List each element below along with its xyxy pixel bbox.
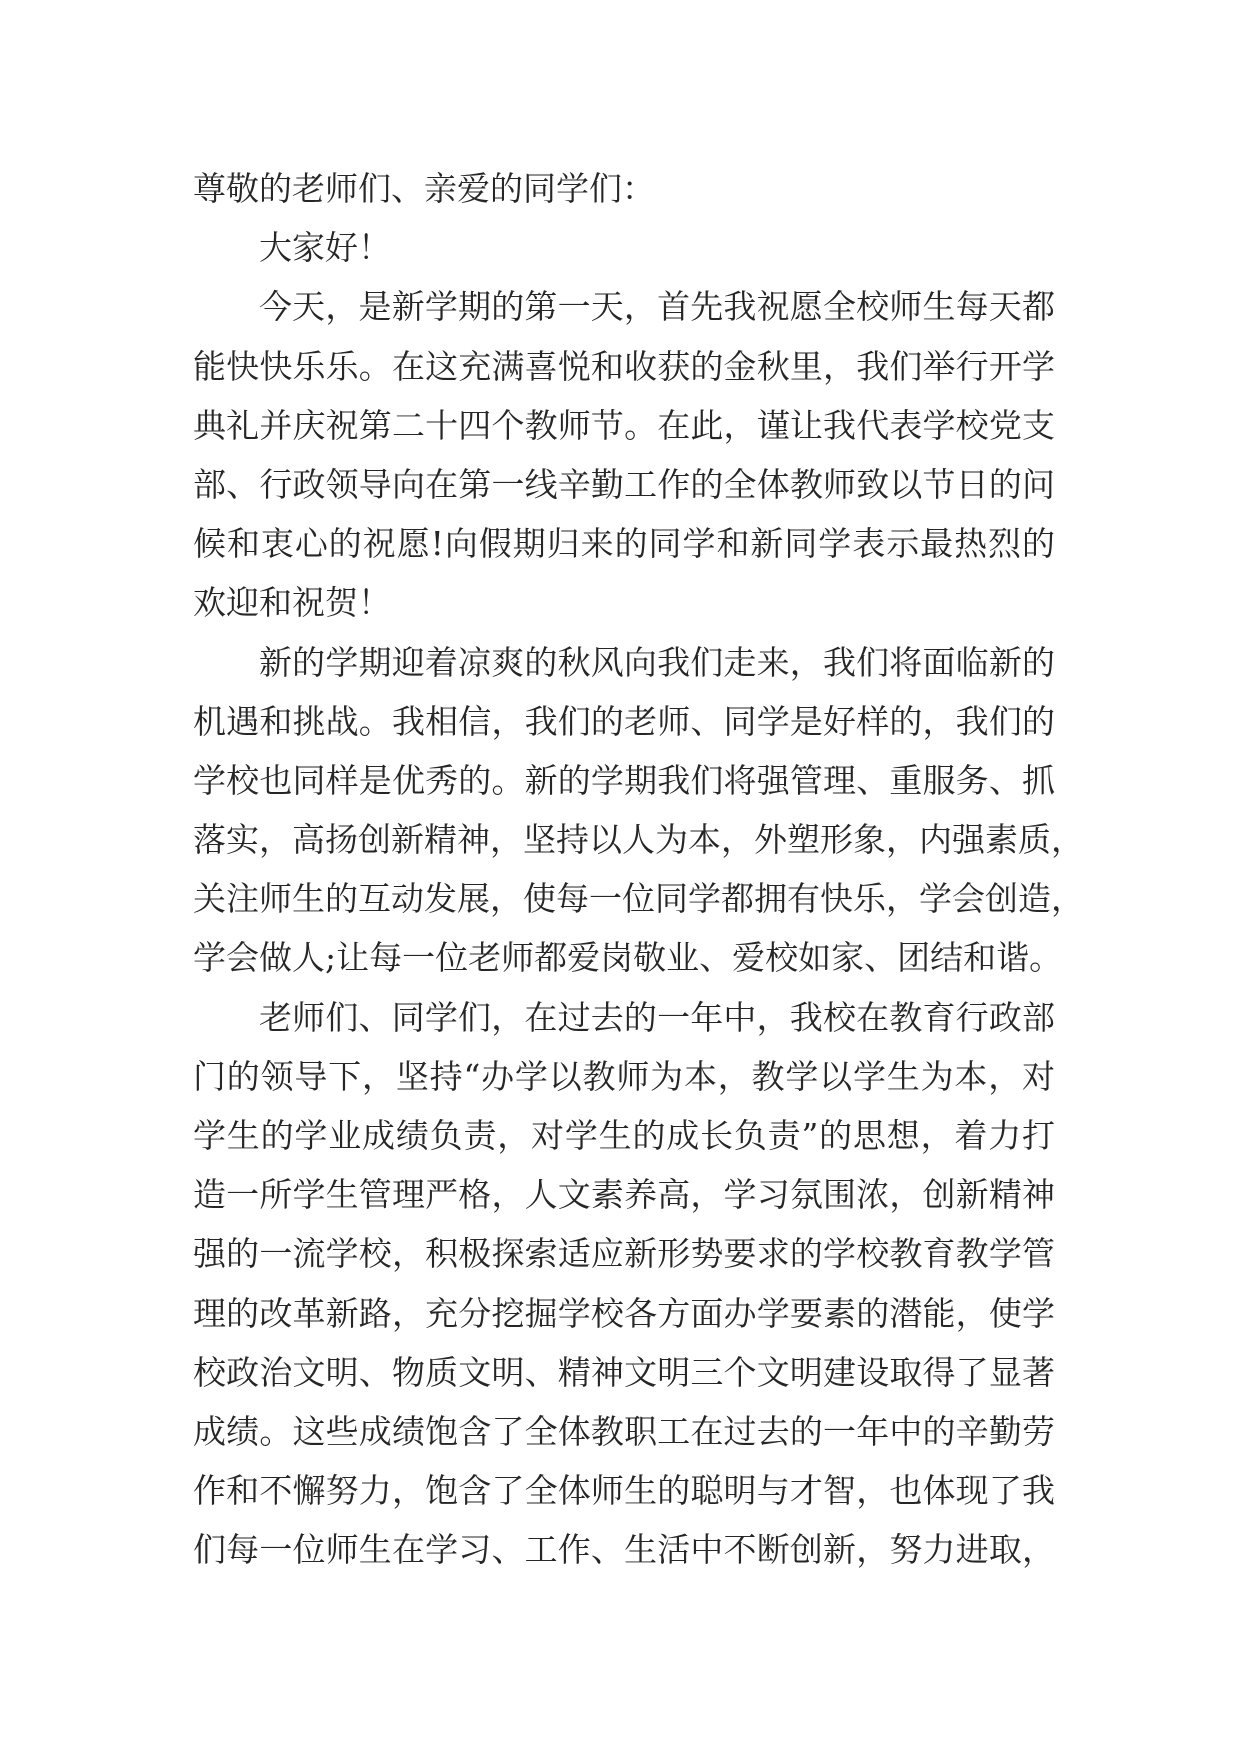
text-line: 学生的学业成绩负责，对学生的成长负责”的思想，着力打 xyxy=(193,1116,1055,1155)
text-line: 关注师生的互动发展，使每一位同学都拥有快乐，学会创造， xyxy=(193,879,1084,919)
speech-body-text xyxy=(193,159,1084,1580)
text-line: 理的改革新路，充分挖掘学校各方面办学要素的潜能，使学 xyxy=(193,1293,1055,1333)
text-line: 强的一流学校，积极探索适应新形势要求的学校教育教学管 xyxy=(193,1234,1055,1274)
text-line: 典礼并庆祝第二十四个教师节。在此，谨让我代表学校党支 xyxy=(193,405,1055,445)
text-line: 能快快乐乐。在这充满喜悦和收获的金秋里，我们举行开学 xyxy=(193,346,1055,386)
text-line: 学校也同样是优秀的。新的学期我们将强管理、重服务、抓 xyxy=(193,760,1055,800)
text-line: 落实，高扬创新精神，坚持以人为本，外塑形象，内强素质， xyxy=(193,820,1084,860)
text-line: 新的学期迎着凉爽的秋风向我们走来，我们将面临新的 xyxy=(259,642,1055,682)
text-line: 今天，是新学期的第一天，首先我祝愿全校师生每天都 xyxy=(259,287,1055,327)
text-line: 校政治文明、物质文明、精神文明三个文明建设取得了显著 xyxy=(193,1352,1055,1392)
text-line: 门的领导下，坚持“办学以教师为本，教学以学生为本，对 xyxy=(193,1056,1055,1096)
text-line: 部、行政领导向在第一线辛勤工作的全体教师致以节日的问 xyxy=(193,464,1055,504)
text-line: 造一所学生管理严格，人文素养高，学习氛围浓，创新精神 xyxy=(193,1175,1055,1215)
text-line: 成绩。这些成绩饱含了全体教职工在过去的一年中的辛勤劳 xyxy=(193,1411,1055,1451)
text-line: 欢迎和祝贺！ xyxy=(193,583,391,623)
text-line: 候和衷心的祝愿!向假期归来的同学和新同学表示最热烈的 xyxy=(193,524,1055,564)
text-line: 们每一位师生在学习、工作、生活中不断创新，努力进取， xyxy=(193,1530,1055,1570)
text-line: 大家好！ xyxy=(259,228,391,268)
text-line: 作和不懈努力，饱含了全体师生的聪明与才智，也体现了我 xyxy=(193,1471,1055,1511)
text-line: 尊敬的老师们、亲爱的同学们： xyxy=(193,169,655,208)
text-line: 老师们、同学们，在过去的一年中，我校在教育行政部 xyxy=(259,997,1055,1037)
text-line: 学会做人;让每一位老师都爱岗敬业、爱校如家、团结和谐。 xyxy=(193,938,1063,978)
text-line: 机遇和挑战。我相信，我们的老师、同学是好样的，我们的 xyxy=(193,701,1055,741)
